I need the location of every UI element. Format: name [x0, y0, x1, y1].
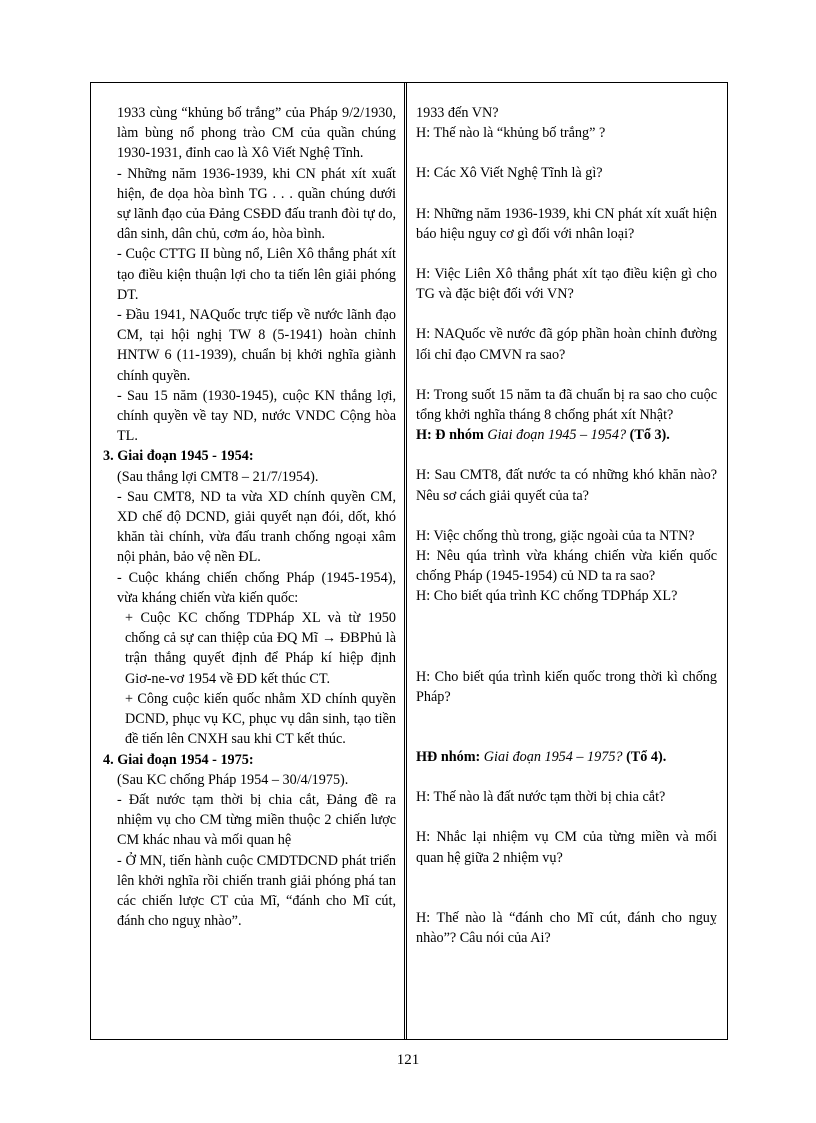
question-item: H: Các Xô Viết Nghệ Tĩnh là gì?: [416, 165, 603, 182]
section-subtitle-4: (Sau KC chống Pháp 1954 – 30/4/1975).: [117, 771, 349, 788]
question-item: H: Thế nào là đất nước tạm thời bị chia cắt?: [416, 789, 666, 806]
content-paragraph: - Ở MN, tiến hành cuộc CMDTDCND phát triển lên khởi nghĩa rồi chiến tranh giải phóng phá tan các chiến lược CT của Mĩ, “đánh cho Mĩ cút, đánh cho nguỵ nhào”.: [117, 852, 396, 930]
content-paragraph: - Những năm 1936-1939, khi CN phát xít xuất hiện, đe dọa hòa bình TG . . . quần chúng dưới sự lãnh đạo của Đảng CSĐD đấu tranh đòi tự do, dân sinh, dân chủ, cơm áo, hòa bình.: [117, 165, 396, 243]
question-item: H: Trong suốt 15 năm ta đã chuẩn bị ra sao cho cuộc tổng khởi nghĩa tháng 8 chống phát xít Nhật?: [416, 386, 717, 424]
section-heading-4: 4. Giai đoạn 1954 - 1975:: [103, 751, 254, 768]
content-paragraph: - Đất nước tạm thời bị chia cắt, Đảng đề ra nhiệm vụ cho CM từng miền thuộc 2 chiến lược CM khác nhau và mối quan hệ: [117, 791, 396, 849]
group-task-3: H: Đ nhóm Giai đoạn 1945 – 1954? (Tổ 3).: [416, 427, 670, 444]
question-item: H: Sau CMT8, đất nước ta có những khó khăn nào? Nêu sơ cách giải quyết của ta?: [416, 467, 717, 504]
content-paragraph: 1933 cùng “khủng bố trắng” của Pháp 9/2/1930, làm bùng nổ phong trào CM của quần chúng 1930-1931, đỉnh cao là Xô Viết Nghệ Tĩnh.: [117, 105, 396, 162]
question-item: H: Nhắc lại nhiệm vụ CM của từng miền và mối quan hệ giữa 2 nhiệm vụ?: [416, 829, 717, 866]
content-cell: [91, 83, 404, 931]
question-item: H: NAQuốc về nước đã góp phần hoàn chỉnh đường lối chỉ đạo CMVN ra sao?: [416, 326, 717, 363]
content-paragraph: - Sau CMT8, ND ta vừa XD chính quyền CM, XD chế độ DCND, giải quyết nạn đói, dốt, khó khăn tài chính, vừa đấu tranh chống ngoại xâm nội phản, bảo vệ nền ĐL.: [117, 488, 396, 566]
question-item: H: Thế nào là “khủng bố trắng” ?: [416, 125, 606, 142]
lesson-table: [90, 82, 728, 1040]
content-bullet: + Cuộc KC chống TDPháp XL và từ 1950 chống cả sự can thiệp của ĐQ Mĩ → ĐBPhủ là trận thắng quyết định để Pháp kí hiệp định Giơ-ne-vơ 1954 về ĐD kết thúc CT.: [125, 610, 396, 687]
section-subtitle-3: (Sau thắng lợi CMT8 – 21/7/1954).: [117, 468, 319, 485]
question-cell: [407, 83, 727, 948]
page-number: 121: [396, 1052, 420, 1068]
question-item: 1933 đến VN?: [416, 105, 499, 121]
question-item: H: Cho biết qúa trình KC chống TDPháp XL?: [416, 588, 678, 605]
question-item: H: Việc Liên Xô thắng phát xít tạo điều kiện gì cho TG và đặc biệt đối với VN?: [416, 266, 717, 303]
group-task-4: HĐ nhóm: Giai đoạn 1954 – 1975? (Tổ 4).: [416, 749, 667, 766]
content-paragraph: - Cuộc CTTG II bùng nổ, Liên Xô thắng phát xít tạo điều kiện thuận lợi cho ta tiến lên giải phóng DT.: [117, 246, 396, 303]
question-item: H: Thế nào là “đánh cho Mĩ cút, đánh cho nguỵ nhào”? Câu nói của Ai?: [416, 909, 717, 947]
content-bullet: + Công cuộc kiến quốc nhằm XD chính quyền DCND, phục vụ KC, phục vụ dân sinh, tạo tiền đề tiến lên CNXH sau khi CT kết thúc.: [125, 690, 396, 748]
question-column: [407, 83, 727, 1039]
content-column: [91, 83, 407, 1039]
content-paragraph: - Sau 15 năm (1930-1945), cuộc KN thắng lợi, chính quyền về tay ND, nước VNDC Cộng hòa TL.: [117, 387, 396, 445]
question-item: H: Nêu qúa trình vừa kháng chiến vừa kiến quốc chống Pháp (1945-1954) củ ND ta ra sao?: [416, 548, 717, 585]
question-item: H: Cho biết qúa trình kiến quốc trong thời kì chống Pháp?: [416, 668, 717, 705]
question-item: H: Việc chống thù trong, giặc ngoài của ta NTN?: [416, 527, 695, 544]
question-item: H: Những năm 1936-1939, khi CN phát xít xuất hiện báo hiệu nguy cơ gì đối với nhân loại?: [416, 205, 717, 242]
section-heading-3: 3. Giai đoạn 1945 - 1954:: [103, 448, 254, 465]
content-paragraph: - Cuộc kháng chiến chống Pháp (1945-1954), vừa kháng chiến vừa kiến quốc:: [117, 569, 396, 606]
content-paragraph: - Đầu 1941, NAQuốc trực tiếp về nước lãnh đạo CM, tại hội nghị TW 8 (5-1941) hoàn chỉnh HNTW 6 (11-1939), chuẩn bị khởi nghĩa giành chính quyền.: [117, 307, 396, 384]
